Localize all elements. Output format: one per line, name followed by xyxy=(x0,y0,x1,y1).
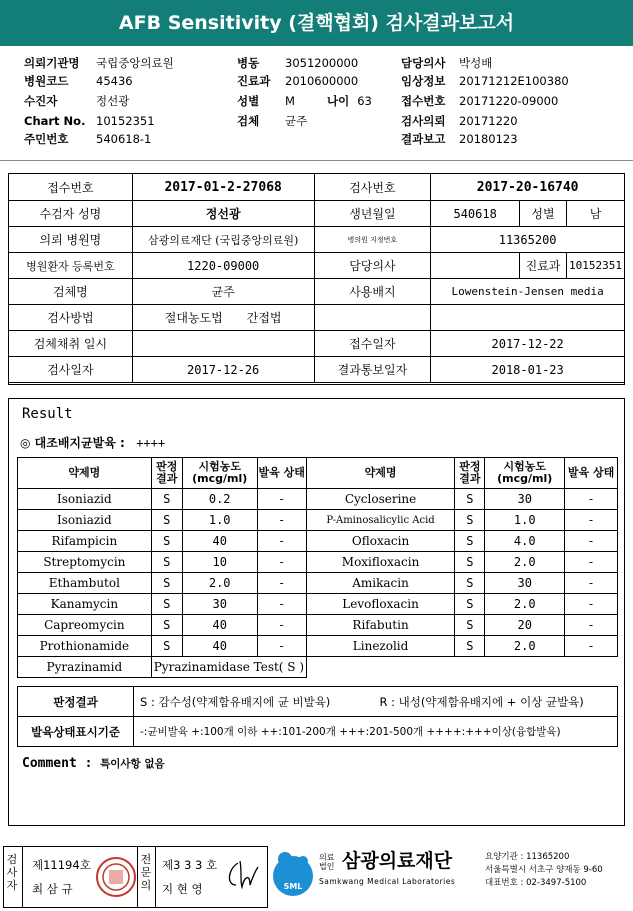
footer xyxy=(0,843,633,911)
pza-empty xyxy=(306,657,617,678)
org-en: Samkwang Medical Laboratories xyxy=(319,877,456,886)
reception-no-label: 접수번호 xyxy=(9,174,133,201)
method-empty xyxy=(314,305,431,331)
drug-cell-l-res: S xyxy=(151,531,182,552)
header-field-right-0: 담당의사 박성배 xyxy=(401,56,493,70)
drug-row xyxy=(18,594,618,615)
report-date-label: 결과통보일자 xyxy=(314,357,431,383)
drug-cell-r-conc: 30 xyxy=(485,489,565,510)
drug-cell-r-growth: - xyxy=(565,636,618,657)
header-field-left-3: Chart No. 10152351 xyxy=(24,114,155,128)
drug-cell-l-res: S xyxy=(151,636,182,657)
method-empty-2 xyxy=(431,305,625,331)
method-value: 절대농도법 간접법 xyxy=(132,305,314,331)
drug-cell-r-res: S xyxy=(455,531,485,552)
doctor-label: 담당의사 xyxy=(314,253,431,279)
signature-icon xyxy=(224,855,262,895)
designation-no: 11365200 xyxy=(431,227,625,253)
header-field-mid-1: 진료과 2010600000 xyxy=(237,74,359,88)
org-name: 삼광의료재단 xyxy=(342,850,453,872)
drug-cell-l-conc: 10 xyxy=(182,552,257,573)
drug-cell-r-res: S xyxy=(455,636,485,657)
drug-cell-r-growth: - xyxy=(565,594,618,615)
age-field: 나이 63 xyxy=(327,94,372,108)
drug-cell-l-conc: 2.0 xyxy=(182,573,257,594)
header-field-mid-0: 병동 3051200000 xyxy=(237,56,359,70)
drug-cell-r-growth: - xyxy=(565,573,618,594)
header-field-left-4: 주민번호 540618-1 xyxy=(24,132,152,146)
drug-cell-r-drug: Rifabutin xyxy=(306,615,455,636)
col-result-right: 판정 결과 xyxy=(455,458,485,489)
col-conc-right: 시험농도 (mcg/ml) xyxy=(485,458,565,489)
svg-text:SML: SML xyxy=(283,882,303,891)
reg-no-label: 병원환자 등록번호 xyxy=(9,253,133,279)
drug-cell-r-res: S xyxy=(455,594,485,615)
comment: Comment : 특이사항 없음 xyxy=(22,756,165,771)
header-field-mid-3: 검체 균주 xyxy=(237,114,308,128)
dept-value: 10152351 xyxy=(566,253,624,279)
tester-name: 최 삼 규 xyxy=(32,882,73,896)
drug-cell-l-growth: - xyxy=(257,510,306,531)
control-growth: ◎ 대조배지균발육 : ++++ xyxy=(20,436,166,450)
spec-label: 전문의 xyxy=(140,853,152,892)
drug-cell-l-res: S xyxy=(151,552,182,573)
drug-cell-l-conc: 40 xyxy=(182,636,257,657)
judge-s: S : 감수성(약제함유배지에 균 비발육) xyxy=(134,687,374,717)
drug-table xyxy=(17,457,618,678)
drug-row xyxy=(18,531,618,552)
drug-row xyxy=(18,615,618,636)
sex-label: 성별 xyxy=(520,201,567,227)
org-contact: 요양기관 : 11365200 서울특별시 서초구 양재동 9-60 대표번호 : 02-3497-5100 xyxy=(485,852,603,888)
drug-cell-r-drug: Amikacin xyxy=(306,573,455,594)
drug-cell-l-drug: Rifampicin xyxy=(18,531,152,552)
drug-row xyxy=(18,573,618,594)
drug-cell-r-conc: 4.0 xyxy=(485,531,565,552)
drug-cell-l-conc: 0.2 xyxy=(182,489,257,510)
tester-no: 제11194호 xyxy=(32,858,91,872)
header-field-left-0: 의뢰기관명 국립중앙의료원 xyxy=(24,56,174,70)
sex-value: 남 xyxy=(566,201,624,227)
drug-cell-l-drug: Isoniazid xyxy=(18,510,152,531)
drug-cell-l-growth: - xyxy=(257,615,306,636)
header-field-right-3: 검사의뢰 20171220 xyxy=(401,114,518,128)
spec-no: 제3 3 3 호 xyxy=(162,858,218,872)
test-no-label: 검사번호 xyxy=(314,174,431,201)
drug-row xyxy=(18,636,618,657)
drug-row xyxy=(18,510,618,531)
judge-label: 판정결과 xyxy=(18,687,134,717)
legend-table xyxy=(17,686,618,747)
receipt-date: 2017-12-22 xyxy=(431,331,625,357)
col-result-left: 판정 결과 xyxy=(151,458,182,489)
growth-text: -:균비발육 +:100개 이하 ++:101-200개 +++:201-500개 ++++:+++이상(융합발육) xyxy=(134,717,618,747)
drug-cell-r-conc: 30 xyxy=(485,573,565,594)
org-type: 의료 법인 xyxy=(319,853,335,871)
drug-cell-l-conc: 1.0 xyxy=(182,510,257,531)
drug-row xyxy=(18,489,618,510)
header-field-right-1: 임상정보 20171212E100380 xyxy=(401,74,569,88)
tester-label: 검사자 xyxy=(6,853,18,892)
pza-test: Pyrazinamidase Test( S ) xyxy=(151,657,306,678)
drug-cell-r-conc: 1.0 xyxy=(485,510,565,531)
drug-cell-l-drug: Isoniazid xyxy=(18,489,152,510)
drug-cell-l-res: S xyxy=(151,510,182,531)
header-divider xyxy=(0,160,633,161)
patient-name: 정선광 xyxy=(132,201,314,227)
drug-cell-l-res: S xyxy=(151,489,182,510)
drug-cell-l-drug: Streptomycin xyxy=(18,552,152,573)
drug-cell-l-conc: 30 xyxy=(182,594,257,615)
drug-cell-l-growth: - xyxy=(257,552,306,573)
growth-label: 발육상태표시기준 xyxy=(18,717,134,747)
birth-value: 540618 xyxy=(431,201,520,227)
drug-cell-r-res: S xyxy=(455,573,485,594)
medium-label: 사용배지 xyxy=(314,279,431,305)
drug-cell-r-drug: Linezolid xyxy=(306,636,455,657)
col-conc-left: 시험농도 (mcg/ml) xyxy=(182,458,257,489)
drug-cell-r-conc: 20 xyxy=(485,615,565,636)
drug-cell-r-growth: - xyxy=(565,552,618,573)
drug-cell-r-res: S xyxy=(455,552,485,573)
drug-cell-l-growth: - xyxy=(257,594,306,615)
col-growth-right: 발육 상태 xyxy=(565,458,618,489)
drug-cell-l-drug: Ethambutol xyxy=(18,573,152,594)
drug-cell-r-drug: Cycloserine xyxy=(306,489,455,510)
header-field-mid-2: 성별 M xyxy=(237,94,295,108)
drug-cell-l-conc: 40 xyxy=(182,531,257,552)
report-date: 2018-01-23 xyxy=(431,357,625,383)
req-hospital: 삼광의료재단 (국립중앙의료원) xyxy=(132,227,314,253)
collect-label: 검체채취 일시 xyxy=(9,331,133,357)
drug-cell-l-res: S xyxy=(151,573,182,594)
drug-cell-l-drug: Prothionamide xyxy=(18,636,152,657)
drug-cell-l-res: S xyxy=(151,594,182,615)
col-drug-right: 약제명 xyxy=(306,458,455,489)
col-drug-left: 약제명 xyxy=(18,458,152,489)
header-field-right-4: 결과보고 20180123 xyxy=(401,132,518,146)
drug-cell-r-conc: 2.0 xyxy=(485,636,565,657)
reg-no: 1220-09000 xyxy=(132,253,314,279)
spec-name: 지 현 영 xyxy=(162,882,203,896)
drug-cell-r-growth: - xyxy=(565,510,618,531)
drug-cell-r-conc: 2.0 xyxy=(485,552,565,573)
specimen-label: 검체명 xyxy=(9,279,133,305)
birth-label: 생년월일 xyxy=(314,201,431,227)
drug-cell-r-growth: - xyxy=(565,615,618,636)
drug-row xyxy=(18,552,618,573)
patient-name-label: 수검자 성명 xyxy=(9,201,133,227)
method-label: 검사방법 xyxy=(9,305,133,331)
drug-cell-r-res: S xyxy=(455,489,485,510)
medium-value: Lowenstein-Jensen media xyxy=(431,279,625,305)
doctor-value xyxy=(431,253,520,279)
drug-cell-l-growth: - xyxy=(257,573,306,594)
collect-value xyxy=(132,331,314,357)
sml-logo-icon xyxy=(270,849,316,901)
drug-cell-r-res: S xyxy=(455,510,485,531)
header-field-left-1: 병원코드 45436 xyxy=(24,74,133,88)
reception-no: 2017-01-2-27068 xyxy=(132,174,314,201)
report-title: AFB Sensitivity (결핵협회) 검사결과보고서 xyxy=(0,0,633,46)
drug-cell-r-res: S xyxy=(455,615,485,636)
drug-cell-r-conc: 2.0 xyxy=(485,594,565,615)
drug-cell-l-growth: - xyxy=(257,636,306,657)
receipt-date-label: 접수일자 xyxy=(314,331,431,357)
drug-cell-l-growth: - xyxy=(257,489,306,510)
drug-cell-l-drug: Kanamycin xyxy=(18,594,152,615)
dept-label: 진료과 xyxy=(520,253,567,279)
test-date: 2017-12-26 xyxy=(132,357,314,383)
specimen-value: 균주 xyxy=(132,279,314,305)
drug-cell-r-drug: P-Aminosalicylic Acid xyxy=(306,510,455,531)
drug-cell-r-drug: Levofloxacin xyxy=(306,594,455,615)
result-heading: Result xyxy=(22,406,73,422)
pza-drug: Pyrazinamid xyxy=(18,657,152,678)
designation-label: 병의원 지정번호 xyxy=(314,227,431,253)
header-field-left-2: 수진자 정선광 xyxy=(24,94,130,108)
tester-seal-icon xyxy=(96,857,136,897)
drug-cell-r-growth: - xyxy=(565,531,618,552)
drug-cell-l-growth: - xyxy=(257,531,306,552)
drug-cell-l-conc: 40 xyxy=(182,615,257,636)
drug-cell-r-drug: Ofloxacin xyxy=(306,531,455,552)
drug-cell-r-growth: - xyxy=(565,489,618,510)
info-table xyxy=(8,173,625,383)
drug-cell-l-drug: Capreomycin xyxy=(18,615,152,636)
judge-r: R : 내성(약제함유배지에 + 이상 균발육) xyxy=(374,687,618,717)
col-growth-left: 발육 상태 xyxy=(257,458,306,489)
req-hospital-label: 의뢰 병원명 xyxy=(9,227,133,253)
drug-cell-r-drug: Moxifloxacin xyxy=(306,552,455,573)
header-field-right-2: 접수번호 20171220-09000 xyxy=(401,94,559,108)
drug-cell-l-res: S xyxy=(151,615,182,636)
test-no: 2017-20-16740 xyxy=(431,174,625,201)
test-date-label: 검사일자 xyxy=(9,357,133,383)
